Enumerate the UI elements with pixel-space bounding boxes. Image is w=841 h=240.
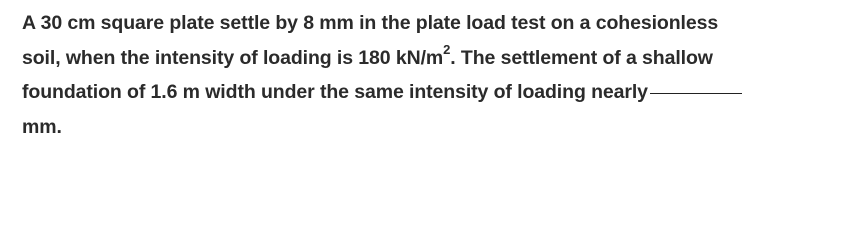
answer-blank[interactable] <box>650 92 742 94</box>
unit-exponent: 2 <box>443 42 451 57</box>
question-line-1: A 30 cm square plate settle by 8 mm in the plate load test on a cohesionless <box>22 12 719 34</box>
question-line-4: mm. <box>22 115 62 138</box>
question-text <box>22 6 832 144</box>
question-line-2 <box>22 41 832 76</box>
question-line-3-text: foundation of 1.6 m width under the same intensity of loading nearly <box>22 81 648 103</box>
question-line-3 <box>22 75 832 110</box>
question-line-2-text: soil, when the intensity of loading is 180 kN/m <box>22 46 444 69</box>
question-line-2-tail: . The settlement of a shallow <box>450 46 713 69</box>
